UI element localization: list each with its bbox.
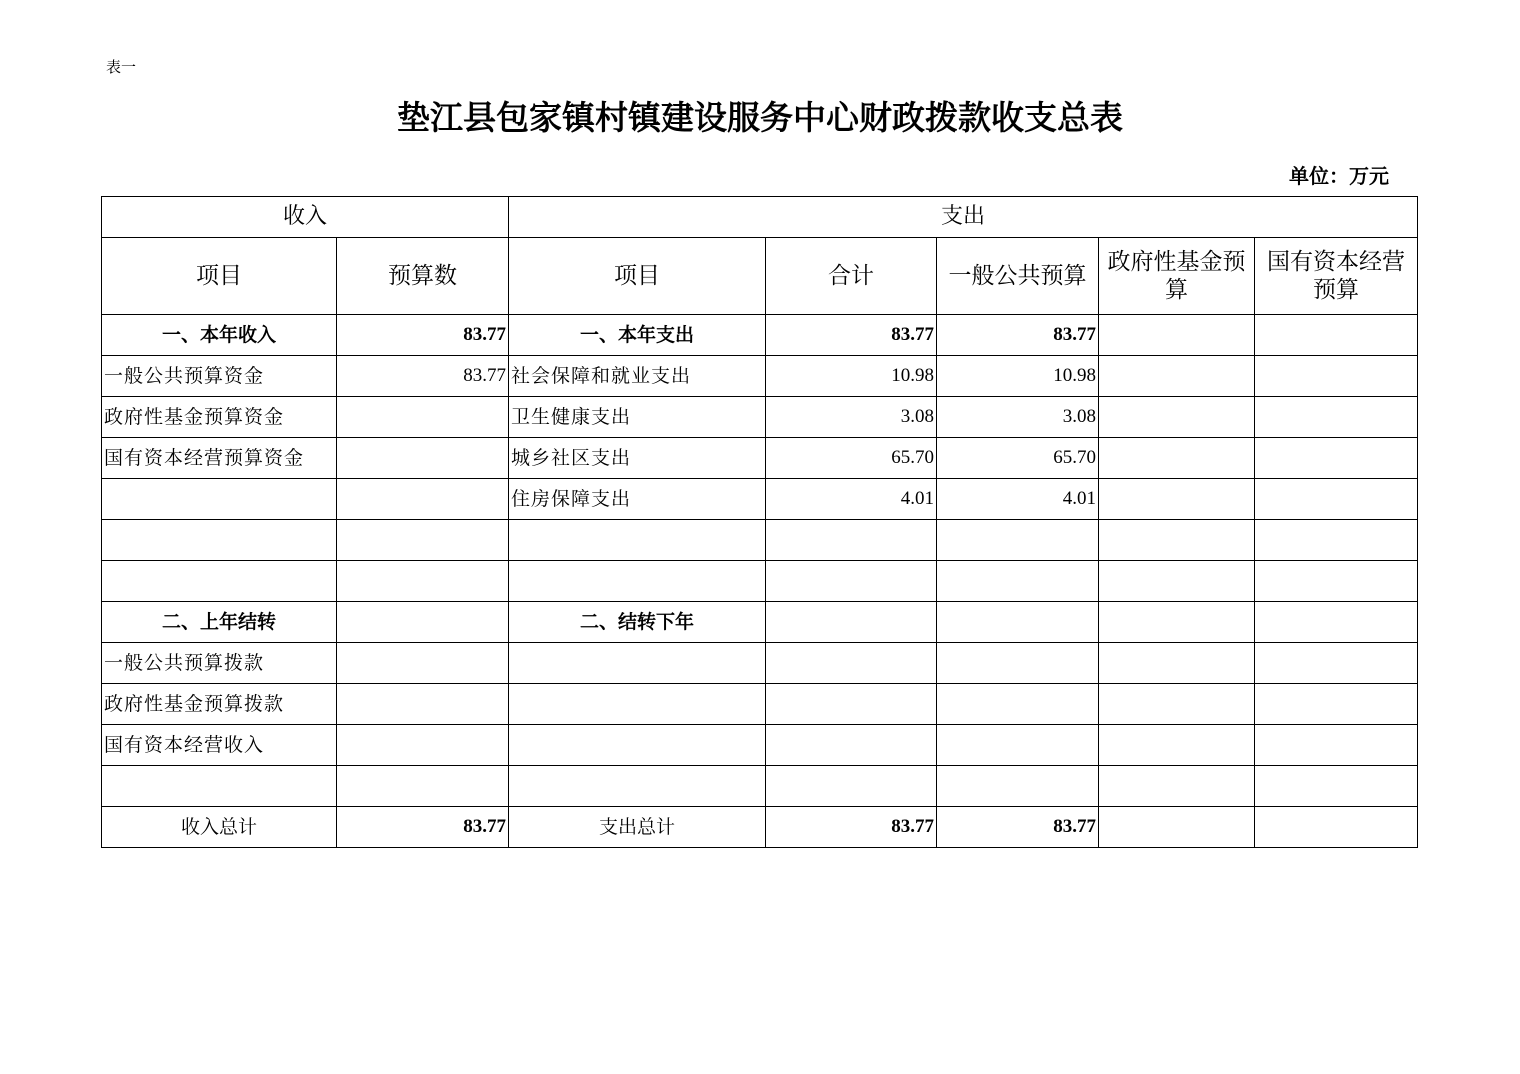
income-value-cell	[337, 520, 509, 561]
expense-item-cell	[509, 520, 766, 561]
state-capital-cell	[1255, 561, 1418, 602]
income-value-cell	[337, 643, 509, 684]
income-value-cell: 83.77	[337, 315, 509, 356]
income-budget-header: 预算数	[337, 238, 509, 315]
expense-item-cell	[509, 561, 766, 602]
general-budget-cell	[937, 561, 1099, 602]
income-item-cell: 国有资本经营预算资金	[102, 438, 337, 479]
income-item-cell	[102, 479, 337, 520]
gov-fund-cell	[1099, 397, 1255, 438]
income-item-cell	[102, 561, 337, 602]
general-budget-cell: 83.77	[937, 315, 1099, 356]
total-cell: 83.77	[766, 315, 937, 356]
total-cell	[766, 520, 937, 561]
gov-fund-cell	[1099, 438, 1255, 479]
table-row	[102, 479, 1418, 520]
total-cell	[766, 561, 937, 602]
table-row	[102, 520, 1418, 561]
income-section-header: 收入	[102, 197, 509, 238]
gov-fund-cell	[1099, 315, 1255, 356]
state-capital-cell	[1255, 643, 1418, 684]
income-item-cell: 收入总计	[102, 807, 337, 848]
total-cell	[766, 602, 937, 643]
state-capital-cell	[1255, 356, 1418, 397]
general-budget-cell	[937, 725, 1099, 766]
state-capital-cell	[1255, 807, 1418, 848]
state-capital-header: 国有资本经营预算	[1255, 238, 1418, 315]
gov-fund-cell	[1099, 520, 1255, 561]
gov-fund-cell	[1099, 807, 1255, 848]
state-capital-cell	[1255, 479, 1418, 520]
state-capital-cell	[1255, 315, 1418, 356]
total-cell	[766, 725, 937, 766]
income-item-header: 项目	[102, 238, 337, 315]
income-value-cell	[337, 725, 509, 766]
general-budget-cell	[937, 520, 1099, 561]
income-item-cell: 二、上年结转	[102, 602, 337, 643]
expense-item-cell	[509, 725, 766, 766]
income-value-cell: 83.77	[337, 356, 509, 397]
gov-fund-cell	[1099, 684, 1255, 725]
total-cell: 4.01	[766, 479, 937, 520]
income-value-cell	[337, 397, 509, 438]
income-item-cell: 一般公共预算拨款	[102, 643, 337, 684]
expense-item-cell: 城乡社区支出	[509, 438, 766, 479]
table-row	[102, 602, 1418, 643]
table-row	[102, 356, 1418, 397]
expense-item-cell: 一、本年支出	[509, 315, 766, 356]
general-budget-cell: 65.70	[937, 438, 1099, 479]
total-cell: 83.77	[766, 807, 937, 848]
general-budget-cell: 10.98	[937, 356, 1099, 397]
income-item-cell	[102, 766, 337, 807]
total-cell: 10.98	[766, 356, 937, 397]
income-value-cell	[337, 438, 509, 479]
expense-item-cell: 卫生健康支出	[509, 397, 766, 438]
general-budget-cell: 4.01	[937, 479, 1099, 520]
gov-fund-cell	[1099, 356, 1255, 397]
expense-item-cell: 住房保障支出	[509, 479, 766, 520]
gov-fund-cell	[1099, 643, 1255, 684]
gov-fund-cell	[1099, 479, 1255, 520]
expense-item-cell	[509, 643, 766, 684]
total-cell	[766, 684, 937, 725]
general-budget-cell: 83.77	[937, 807, 1099, 848]
income-value-cell	[337, 602, 509, 643]
state-capital-cell	[1255, 602, 1418, 643]
income-item-cell: 一般公共预算资金	[102, 356, 337, 397]
general-budget-cell	[937, 602, 1099, 643]
income-value-cell	[337, 479, 509, 520]
budget-table	[101, 196, 1418, 848]
unit-label: 单位：万元	[1289, 164, 1389, 188]
table-row	[102, 643, 1418, 684]
table-row	[102, 807, 1418, 848]
state-capital-cell	[1255, 397, 1418, 438]
expense-item-cell: 支出总计	[509, 807, 766, 848]
table-row	[102, 561, 1418, 602]
income-item-cell: 政府性基金预算资金	[102, 397, 337, 438]
section-header-row	[102, 197, 1418, 238]
income-item-cell: 国有资本经营收入	[102, 725, 337, 766]
total-cell	[766, 643, 937, 684]
total-header: 合计	[766, 238, 937, 315]
expense-item-cell: 二、结转下年	[509, 602, 766, 643]
income-value-cell	[337, 766, 509, 807]
general-budget-cell	[937, 643, 1099, 684]
general-budget-cell	[937, 766, 1099, 807]
expense-item-header: 项目	[509, 238, 766, 315]
income-value-cell	[337, 561, 509, 602]
gov-fund-cell	[1099, 602, 1255, 643]
income-item-cell: 政府性基金预算拨款	[102, 684, 337, 725]
state-capital-cell	[1255, 438, 1418, 479]
table-row	[102, 684, 1418, 725]
table-label: 表一	[106, 58, 137, 76]
gov-fund-cell	[1099, 561, 1255, 602]
income-value-cell: 83.77	[337, 807, 509, 848]
column-header-row	[102, 238, 1418, 315]
table-row	[102, 766, 1418, 807]
table-row	[102, 725, 1418, 766]
general-budget-cell: 3.08	[937, 397, 1099, 438]
expense-section-header: 支出	[509, 197, 1418, 238]
total-cell: 3.08	[766, 397, 937, 438]
general-budget-cell	[937, 684, 1099, 725]
expense-item-cell	[509, 684, 766, 725]
general-budget-header: 一般公共预算	[937, 238, 1099, 315]
table-row	[102, 397, 1418, 438]
expense-item-cell	[509, 766, 766, 807]
table-row	[102, 438, 1418, 479]
income-item-cell	[102, 520, 337, 561]
total-cell	[766, 766, 937, 807]
income-item-cell: 一、本年收入	[102, 315, 337, 356]
income-value-cell	[337, 684, 509, 725]
expense-item-cell: 社会保障和就业支出	[509, 356, 766, 397]
gov-fund-cell	[1099, 766, 1255, 807]
state-capital-cell	[1255, 725, 1418, 766]
gov-fund-cell	[1099, 725, 1255, 766]
gov-fund-header: 政府性基金预算	[1099, 238, 1255, 315]
state-capital-cell	[1255, 684, 1418, 725]
table-row	[102, 315, 1418, 356]
page-title: 垫江县包家镇村镇建设服务中心财政拨款收支总表	[397, 98, 1123, 137]
state-capital-cell	[1255, 766, 1418, 807]
state-capital-cell	[1255, 520, 1418, 561]
total-cell: 65.70	[766, 438, 937, 479]
